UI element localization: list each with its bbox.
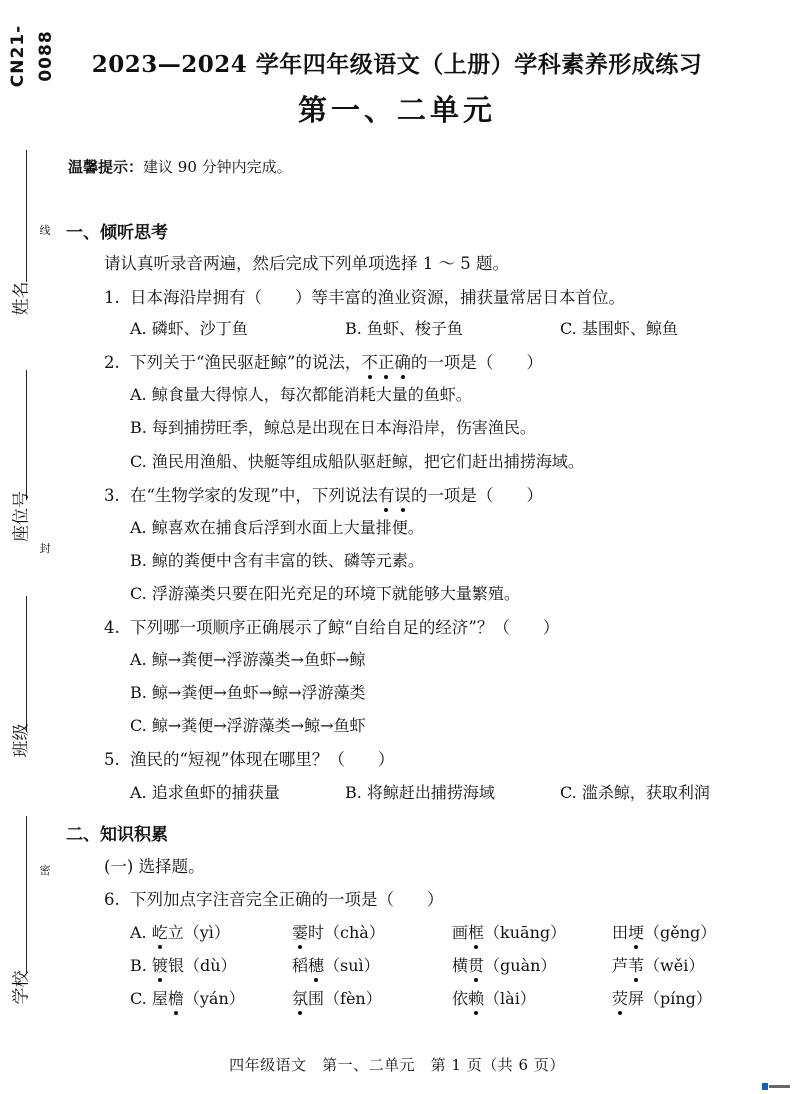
q3-option-a: A. 鲸喜欢在捕食后浮到水面上大量排便。: [130, 518, 424, 537]
q2-option-b: B. 每到捕捞旺季，鲸总是出现在日本海沿岸，伤害渔民。: [130, 418, 536, 437]
q6-option-3-1: C. 屋檐（yán）: [130, 986, 245, 1009]
logo-icon: [762, 1083, 790, 1090]
q6-option-3-3: 依赖（lài）: [452, 986, 536, 1009]
section2-title: 二、知识积累: [66, 825, 168, 845]
q2-option-a: A. 鲸食量大得惊人，每次都能消耗大量的鱼虾。: [130, 385, 472, 404]
q6-option-1-3: 画框（kuāng）: [452, 920, 566, 943]
section1-title: 一、倾听思考: [66, 223, 168, 243]
q5-option-c: C. 滥杀鲸，获取利润: [560, 783, 710, 802]
q5-stem: 5. 渔民的“短视”体现在哪里？（ ）: [104, 750, 395, 769]
q6-option-1-2: 霎时（chà）: [292, 920, 385, 943]
page-footer: 四年级语文 第一、二单元 第 1 页（共 6 页）: [229, 1056, 565, 1074]
school-line: [26, 816, 27, 972]
q5-option-b: B. 将鲸赶出捕捞海域: [345, 783, 495, 802]
q6-stem: 6. 下列加点字注音完全正确的一项是（ ）: [104, 890, 444, 909]
q4-option-a: A. 鲸→粪便→浮游藻类→鱼虾→鲸: [130, 650, 366, 669]
q6-option-2-2: 稻穗（suì）: [292, 953, 380, 976]
q6-option-2-1: B. 镀银（dù）: [130, 953, 237, 976]
name-label: 姓名: [11, 281, 32, 316]
q6-option-3-2: 氛围（fèn）: [292, 986, 382, 1009]
q3-option-b: B. 鲸的粪便中含有丰富的铁、磷等元素。: [130, 551, 424, 570]
q6-option-1-1: A. 屹立（yì）: [130, 920, 230, 943]
unit-title: 第一、二单元: [297, 93, 496, 127]
school-label: 学校: [11, 970, 32, 1005]
q1-option-b: B. 鱼虾、梭子鱼: [345, 319, 463, 338]
q1-stem: 1. 日本海沿岸拥有（ ）等丰富的渔业资源，捕获量常居日本首位。: [104, 288, 625, 307]
q1-option-c: C. 基围虾、鲸鱼: [560, 319, 678, 338]
q4-stem: 4. 下列哪一项顺序正确展示了鲸“自给自足的经济”？（ ）: [104, 618, 560, 637]
section1-intro: 请认真听录音两遍，然后完成下列单项选择 1 ～ 5 题。: [104, 254, 509, 273]
class-label: 班级: [11, 723, 32, 758]
q6-option-1-4: 田埂（gěng）: [612, 920, 716, 943]
doc-code: CN21-0088: [8, 24, 56, 88]
q6-option-3-4: 荧屏（píng）: [612, 986, 712, 1009]
q2-option-c: C. 渔民用渔船、快艇等组成船队驱赶鲸，把它们赶出捕捞海域。: [130, 452, 584, 471]
q2-stem: 2. 下列关于“渔民驱赶鲸”的说法，不正确的一项是（ ）: [104, 349, 543, 373]
q1-option-a: A. 磷虾、沙丁鱼: [130, 319, 248, 338]
q6-option-2-3: 横贯（guàn）: [452, 953, 556, 976]
line-mark: 线: [39, 224, 51, 237]
seal-mark: 封: [39, 542, 51, 555]
q4-option-c: C. 鲸→粪便→浮游藻类→鲸→鱼虾: [130, 716, 366, 735]
seat-label: 座位号: [11, 491, 32, 542]
mi-mark: 密: [39, 864, 51, 877]
q4-option-b: B. 鲸→粪便→鱼虾→鲸→浮游藻类: [130, 683, 366, 702]
name-line: [26, 150, 27, 282]
tip: 温馨提示：建议 90 分钟内完成。: [68, 158, 292, 176]
seat-line: [26, 370, 27, 500]
exam-title: 2023—2024 学年四年级语文（上册）学科素养形成练习: [91, 51, 703, 78]
q3-option-c: C. 浮游藻类只要在阳光充足的环境下就能够大量繁殖。: [130, 584, 520, 603]
q3-stem: 3. 在“生物学家的发现”中，下列说法有误的一项是（ ）: [104, 482, 543, 506]
section2-sub: (一) 选择题。: [104, 857, 205, 876]
q6-option-2-4: 芦苇（wěi）: [612, 953, 704, 976]
q5-option-a: A. 追求鱼虾的捕获量: [130, 783, 280, 802]
